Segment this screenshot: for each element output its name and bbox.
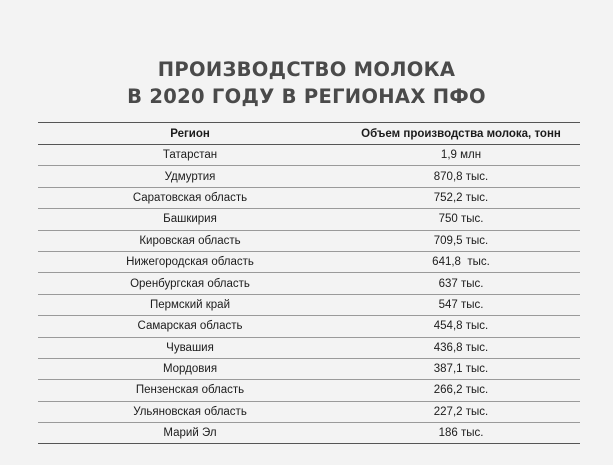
volume-cell: 227,2 тыс. <box>342 401 580 422</box>
table-row <box>38 251 580 272</box>
table-header <box>38 123 580 145</box>
volume-cell: 436,8 тыс. <box>342 337 580 358</box>
table-row <box>38 166 580 187</box>
table-row <box>38 294 580 315</box>
table-row <box>38 145 580 166</box>
region-cell: Кировская область <box>38 230 342 251</box>
infographic-title <box>0 56 613 110</box>
region-cell: Самарская область <box>38 316 342 337</box>
region-cell: Татарстан <box>38 145 342 166</box>
table-row <box>38 273 580 294</box>
title-line-1: ПРОИЗВОДСТВО МОЛОКА <box>157 58 456 81</box>
region-cell: Саратовская область <box>38 187 342 208</box>
table-row <box>38 209 580 230</box>
volume-cell: 870,8 тыс. <box>342 166 580 187</box>
volume-cell: 1,9 млн <box>342 145 580 166</box>
volume-cell: 752,2 тыс. <box>342 187 580 208</box>
column-header-region: Регион <box>38 123 342 145</box>
volume-cell: 709,5 тыс. <box>342 230 580 251</box>
volume-cell: 641,8 тыс. <box>342 251 580 272</box>
table-row <box>38 337 580 358</box>
header-row <box>38 123 580 145</box>
region-cell: Оренбургская область <box>38 273 342 294</box>
region-cell: Чувашия <box>38 337 342 358</box>
table-row <box>38 187 580 208</box>
table-row <box>38 230 580 251</box>
volume-cell: 186 тыс. <box>342 423 580 444</box>
region-cell: Удмуртия <box>38 166 342 187</box>
region-cell: Мордовия <box>38 358 342 379</box>
table-row <box>38 316 580 337</box>
table-row <box>38 358 580 379</box>
volume-cell: 750 тыс. <box>342 209 580 230</box>
milk-production-table <box>38 122 580 444</box>
region-cell: Нижегородская область <box>38 251 342 272</box>
table-row <box>38 423 580 444</box>
volume-cell: 454,8 тыс. <box>342 316 580 337</box>
region-cell: Пермский край <box>38 294 342 315</box>
volume-cell: 266,2 тыс. <box>342 380 580 401</box>
table-body <box>38 145 580 444</box>
volume-cell: 387,1 тыс. <box>342 358 580 379</box>
volume-cell: 547 тыс. <box>342 294 580 315</box>
title-line-2: В 2020 ГОДУ В РЕГИОНАХ ПФО <box>127 85 486 108</box>
table-row <box>38 380 580 401</box>
table-row <box>38 401 580 422</box>
region-cell: Марий Эл <box>38 423 342 444</box>
region-cell: Башкирия <box>38 209 342 230</box>
column-header-volume: Объем производства молока, тонн <box>342 123 580 145</box>
region-cell: Пензенская область <box>38 380 342 401</box>
volume-cell: 637 тыс. <box>342 273 580 294</box>
region-cell: Ульяновская область <box>38 401 342 422</box>
